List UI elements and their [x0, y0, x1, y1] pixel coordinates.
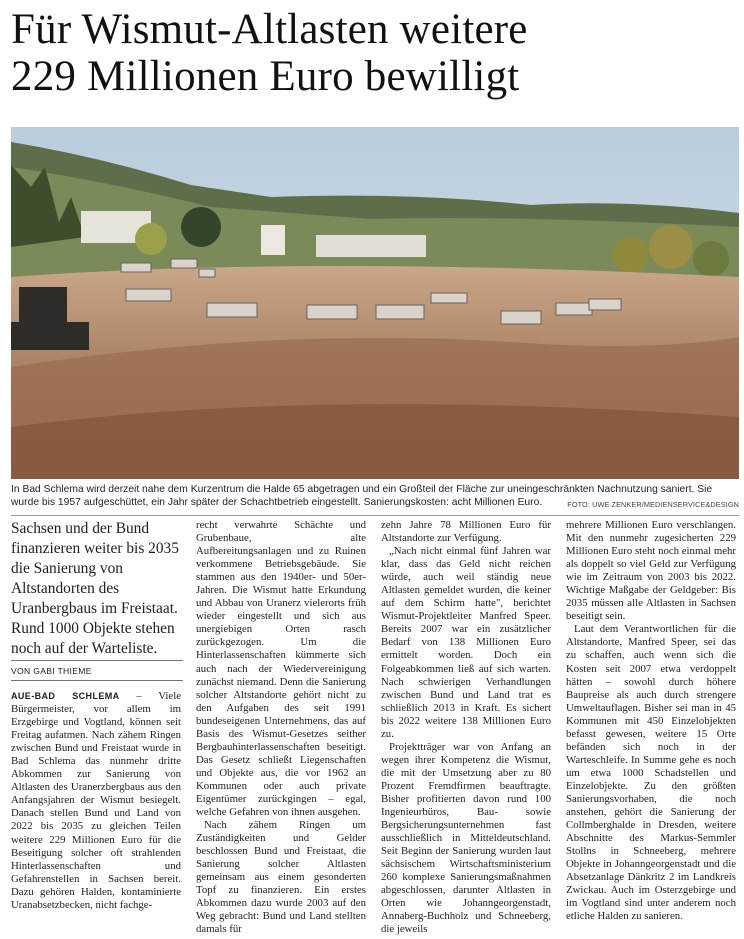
- article-column-2: [196, 519, 366, 937]
- dateline: AUE-BAD SCHLEMA: [11, 691, 120, 701]
- landscape-photo-icon: [11, 127, 739, 479]
- teaser: Sachsen und der Bund finanzieren weiter bis 2035 die Sanierung von Altstandorten des Uranbergbaus im Freistaat. Rund 1000 Objekte stehen noch auf der Warteliste.: [11, 520, 179, 657]
- headline-line-1: Für Wismut-Altlasten weitere: [11, 6, 528, 53]
- headline-line-2: 229 Millionen Euro bewilligt: [11, 53, 520, 100]
- byline-divider: [11, 660, 183, 661]
- article-column-1: [11, 690, 181, 912]
- byline: VON GABI THIEME: [11, 666, 92, 676]
- paragraph: „Nach nicht einmal fünf Jahren war klar, dass das Geld nicht reichen würde, auch weil ständig neue Altlasten gemeldet wurden, die keiner auf dem Schirm hatte", berichtet Wismut-Projektleiter Manfred Speer. Bereits 2007 war ein zusätzlicher Bedarf von 138 Millionen Euro ermittelt worden. Doch ein Folgeabkommen ließ auf sich warten. Nach schwierigen Verhandlungen zwischen Bund und Land trat es schließlich 2013 in Kraft. Es sichert bis 2022 weitere 138 Millionen Euro zu.: [381, 545, 551, 740]
- paragraph: mehrere Millionen Euro verschlangen. Mit den nunmehr zugesicherten 229 Millionen Euro steht noch einmal mehr als doppelt so viel Geld zur Verfügung wie im Zeitraum von 2003 bis 2022. Wichtige Maßgabe der Geldgeber: Bis 2035 müssen alle Altlasten in Sachsen beseitigt sein.: [566, 519, 737, 623]
- paragraph: Projektträger war von Anfang an wegen ihrer Kompetenz die Wismut, die mit der Umsetzung aber zu 80 Prozent Fremdfirmen beauftragte. Bisher profitierten davon rund 100 Ingenieurbüros, Bau- sowie Bergsicherungsunternehmen fast ausschließlich in Mitteldeutschland. Seit Beginn der Sanierung wurden laut sächsischem Wirtschaftsministerium 260 komplexe Sanierungsmaßnahmen abgeschlossen, darunter Altlasten in Orten wie Johanngeorgenstadt, Annaberg-Buchholz und Schneeberg, die jeweils: [381, 740, 551, 936]
- paragraph: recht verwahrte Schächte und Grubenbaue, alte Aufbereitungsanlagen und zu Ruinen verkommene Betriebsgebäude. Sie stammen aus den 1940er- und 50er-Jahren. Die Wismut hatte Erkundung und Abbau von Uranerz vielerorts früh wieder eingestellt und sich aus unergiebigen Orten rasch zurückgezogen. Um die Hinterlassenschaften kümmerte sich auch nach der Wiedervereinigung zunächst niemand. Denn die Sanierung solcher Altstandorte gehört nicht zu den Aufgaben des seit 1991 bundeseigenen Unternehmens, das auf Basis des Wismut-Gesetzes seither Bergbauhinterlassenschaften beseitigt. Das Gesetz schließt Liegenschaften und Objekte aus, die vor 1962 an Kommunen oder auch private Eigentümer zurückgingen – egal, welche Gefahren von ihnen ausgehen.: [196, 519, 366, 819]
- paragraph: [11, 690, 181, 912]
- caption-text: In Bad Schlema wird derzeit nahe dem Kurzentrum die Halde 65 abgetragen und ein Großteil der Fläche zur uneingeschränkten Nachnutzung saniert. Sie wurde bis 1957 aufgeschüttet, ein Jahr später der Schachtbetrieb eingestellt. Sanierungskosten: acht Millionen Euro.: [11, 484, 713, 508]
- paragraph: Nach zähem Ringen um Zuständigkeiten und Gelder beschlossen Bund und Freistaat, die Sanierung solcher Altlasten gemeinsam aus einem gesonderten Topf zu finanzieren. Ein erstes Abkommen dazu wurde 2003 auf den Weg gebracht: Bund und Land stellten damals für: [196, 819, 366, 936]
- article-photo: [11, 127, 739, 479]
- photo-credit: FOTO: UWE ZENKER/MEDIENSERVICE&DESIGN: [567, 500, 739, 509]
- paragraph: Laut dem Verantwortlichen für die Altstandorte, Manfred Speer, sei das zu schaffen, auch wenn sich die Kosten seit 2007 etwa verdoppelt hätten – sowohl durch höhere Baupreise als auch durch strengere Umweltauflagen. Bisher sei man in 45 Kommunen mit 450 Einzelobjekten befasst gewesen, weitere 15 Orte befänden sich noch in der Warteschleife. In Summe gehe es noch um etwa 1000 Schadstellen und Einzelobjekte. Zu den größten Sanierungsvorhaben, die noch anstehen, gehört die Sanierung der Collmberghalde in Dresden, weitere Abschnitte des Markus-Semmler Stollns in Schneeberg, mehrere Objekte in Johanngeorgenstadt und die Absetzanlage Dänkritz 2 im Landkreis Zwickau. Auch im Osterzgebirge und im Vogtland sind unter anderem noch etliche Halden zu sanieren.: [566, 623, 736, 923]
- divider: [11, 515, 739, 516]
- headline: [11, 6, 739, 100]
- byline-divider-bottom: [11, 680, 183, 681]
- paragraph: zehn Jahre 78 Millionen Euro für Altstandorte zur Verfügung.: [381, 519, 551, 545]
- photo-caption: [11, 483, 739, 511]
- paragraph-text: – Viele Bürgermeister, vor allem im Erzgebirge und Vogtland, können seit Freitag aufatmen. Nach zähem Ringen zwischen Bund und Freistaat wurde in Bad Schlema das nunmehr dritte Abkommen zur Sanierung von Altlasten des Uranerzbergbaus aus den Anfangsjahren der Wismut besiegelt. Danach stellen Bund und Land von 2022 bis 2035 zu gleichen Teilen weitere 229 Millionen Euro für die Beseitigung solcher oft strahlenden Hinterlassenschaften und Gefahrenstellen in Sachsen bereit. Dazu gehören Halden, kontaminierte Uranabsetzbecken, nicht fachge-: [11, 690, 182, 911]
- article-column-4: [566, 519, 736, 923]
- article-column-3: [381, 519, 551, 937]
